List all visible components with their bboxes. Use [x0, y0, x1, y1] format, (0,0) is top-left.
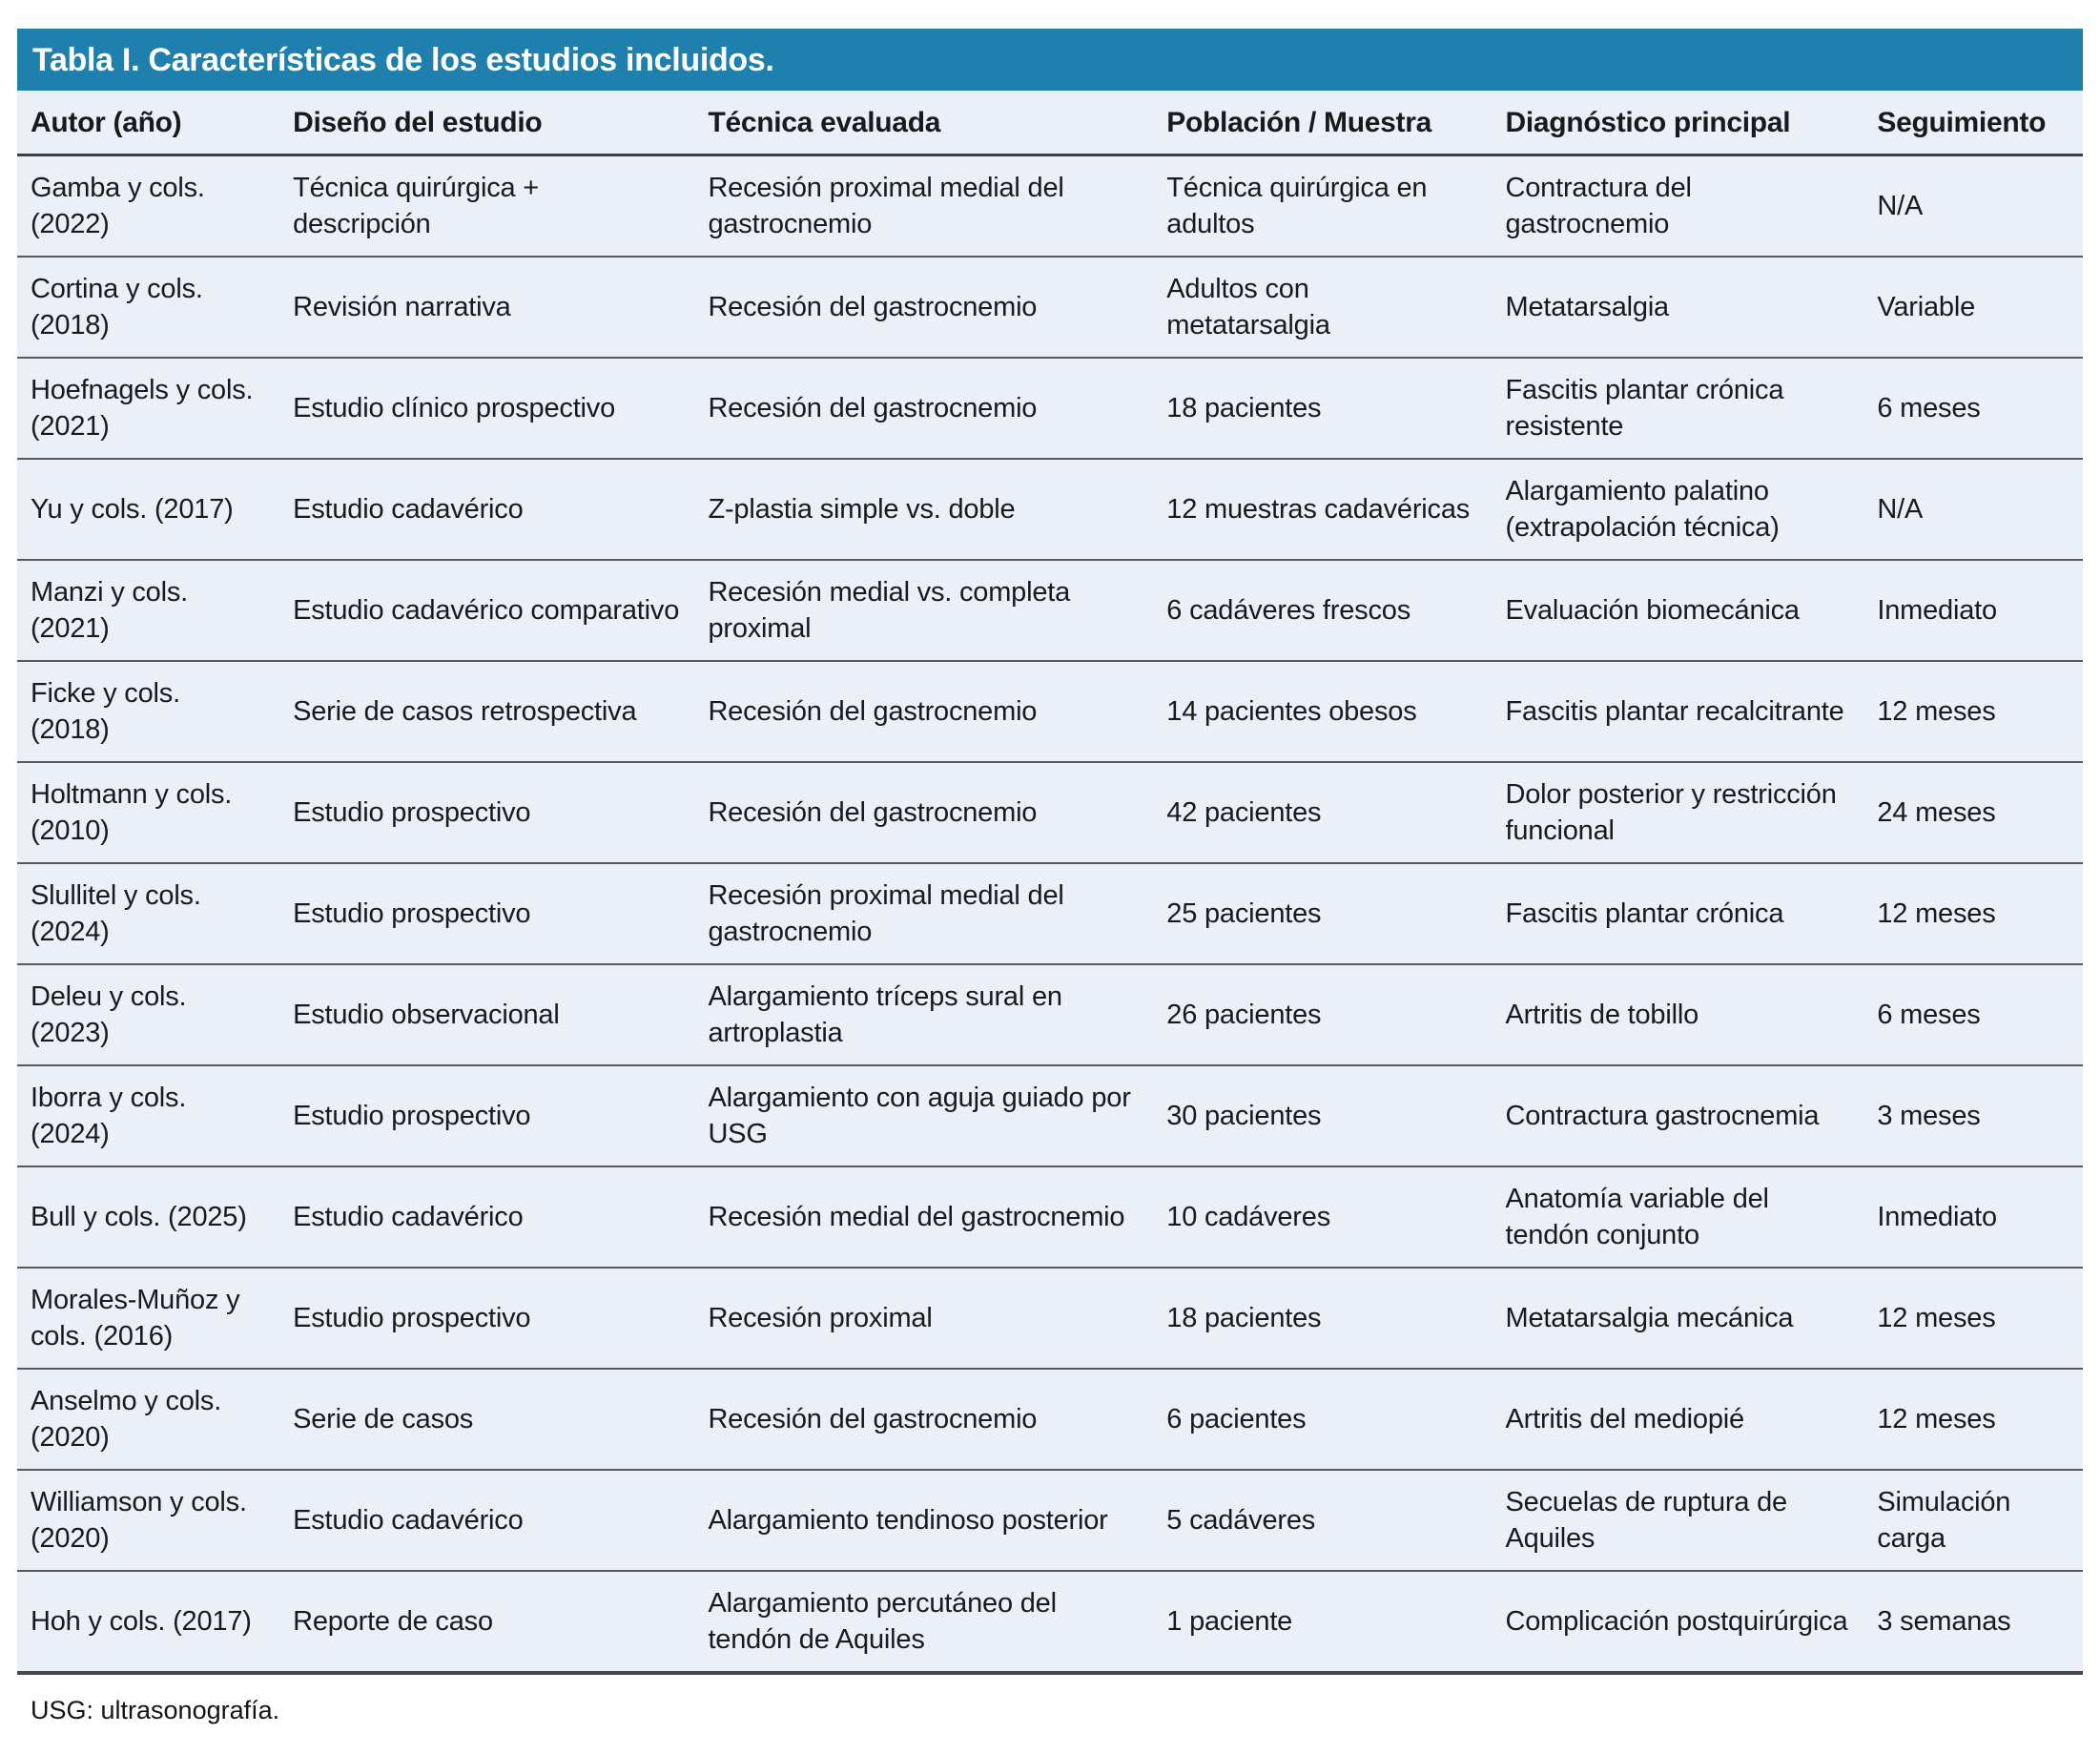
table-row [17, 459, 2083, 560]
cell-diseno: Estudio cadavérico [279, 1166, 694, 1268]
table-row [17, 1268, 2083, 1369]
cell-poblacion: 5 cadáveres [1153, 1470, 1492, 1571]
cell-seguimiento: 12 meses [1863, 661, 2083, 762]
column-header-autor: Autor (año) [17, 91, 279, 155]
cell-seguimiento: Simulación carga [1863, 1470, 2083, 1571]
table-title: Tabla I. Características de los estudios incluidos. [32, 42, 774, 78]
table-row [17, 560, 2083, 661]
cell-diseno: Serie de casos retrospectiva [279, 661, 694, 762]
cell-poblacion: 10 cadáveres [1153, 1166, 1492, 1268]
cell-diagnostico: Fascitis plantar recalcitrante [1493, 661, 1864, 762]
cell-diagnostico: Contractura del gastrocnemio [1505, 173, 1692, 239]
cell-diseno: Estudio clínico prospectivo [279, 358, 694, 459]
cell-poblacion: 25 pacientes [1153, 863, 1492, 964]
cell-autor: Hoh y cols. (2017) [17, 1571, 279, 1673]
table-row [17, 1166, 2083, 1268]
table-row [17, 1571, 2083, 1673]
cell-diagnostico: Metatarsalgia [1493, 257, 1864, 358]
cell-diagnostico: Contractura gastrocnemia [1493, 1065, 1864, 1166]
cell-tecnica: Recesión medial del gastrocnemio [694, 1166, 1153, 1268]
cell-diseno: Estudio prospectivo [279, 1268, 694, 1369]
cell-tecnica: Alargamiento percutáneo del tendón de Aquiles [694, 1571, 1153, 1673]
cell-autor: Slullitel y cols. (2024) [17, 863, 279, 964]
cell-poblacion: 14 pacientes obesos [1153, 661, 1492, 762]
studies-table [17, 91, 2083, 1675]
table-row [17, 661, 2083, 762]
cell-autor: Ficke y cols. (2018) [17, 661, 279, 762]
table-title-bar [17, 29, 2083, 91]
cell-seguimiento: 12 meses [1863, 863, 2083, 964]
column-header-diseno: Diseño del estudio [279, 91, 694, 155]
cell-tecnica: Recesión del gastrocnemio [694, 358, 1153, 459]
cell-seguimiento: 3 semanas [1863, 1571, 2083, 1673]
table-footnote: USG: ultrasonografía. [31, 1696, 280, 1724]
cell-diagnostico: Complicación postquirúrgica [1493, 1571, 1864, 1673]
table-row [17, 762, 2083, 863]
cell-poblacion: 26 pacientes [1153, 964, 1492, 1065]
cell-diagnostico: Alargamiento palatino (extrapolación técnica) [1493, 459, 1864, 560]
cell-tecnica: Recesión medial vs. completa proximal [694, 560, 1153, 661]
cell-diseno: Estudio cadavérico [279, 459, 694, 560]
cell-diagnostico: Artritis del mediopié [1493, 1369, 1864, 1470]
cell-tecnica: Alargamiento tríceps sural en artroplastia [694, 964, 1153, 1065]
cell-autor: Yu y cols. (2017) [17, 459, 279, 560]
cell-diseno: Reporte de caso [279, 1571, 694, 1673]
cell-tecnica: Recesión del gastrocnemio [694, 1369, 1153, 1470]
cell-poblacion: 6 cadáveres frescos [1153, 560, 1492, 661]
cell-diseno: Serie de casos [279, 1369, 694, 1470]
cell-poblacion: 6 pacientes [1153, 1369, 1492, 1470]
cell-poblacion: 12 muestras cadavéricas [1153, 459, 1492, 560]
cell-poblacion: 18 pacientes [1153, 358, 1492, 459]
cell-seguimiento: 24 meses [1863, 762, 2083, 863]
table-row [17, 1369, 2083, 1470]
table-row [17, 358, 2083, 459]
cell-autor: Hoefnagels y cols. (2021) [17, 358, 279, 459]
table-row [17, 257, 2083, 358]
cell-poblacion: 18 pacientes [1153, 1268, 1492, 1369]
cell-tecnica: Alargamiento con aguja guiado por USG [694, 1065, 1153, 1166]
cell-autor: Morales-Muñoz y cols. (2016) [17, 1268, 279, 1369]
cell-diseno: Estudio prospectivo [279, 762, 694, 863]
cell-tecnica: Z-plastia simple vs. doble [694, 459, 1153, 560]
cell-seguimiento: N/A [1877, 191, 1924, 221]
cell-autor: Deleu y cols. (2023) [17, 964, 279, 1065]
column-header-seguimiento: Seguimiento [1863, 91, 2083, 155]
table-row [17, 1470, 2083, 1571]
cell-autor: Cortina y cols. (2018) [17, 257, 279, 358]
header-row [17, 91, 2083, 155]
column-header-diagnostico: Diagnóstico principal [1493, 91, 1864, 155]
cell-tecnica: Recesión proximal medial del gastrocnemio [708, 173, 1064, 239]
cell-seguimiento: Variable [1863, 257, 2083, 358]
cell-diagnostico: Metatarsalgia mecánica [1493, 1268, 1864, 1369]
cell-tecnica: Recesión del gastrocnemio [694, 661, 1153, 762]
cell-diagnostico: Artritis de tobillo [1493, 964, 1864, 1065]
cell-poblacion: 1 paciente [1153, 1571, 1492, 1673]
cell-diseno: Técnica quirúrgica + descripción [293, 173, 540, 239]
cell-seguimiento: N/A [1863, 459, 2083, 560]
cell-autor: Holtmann y cols. (2010) [17, 762, 279, 863]
cell-diagnostico: Secuelas de ruptura de Aquiles [1493, 1470, 1864, 1571]
cell-autor: Anselmo y cols. (2020) [17, 1369, 279, 1470]
table-row [17, 155, 2083, 258]
cell-tecnica: Recesión del gastrocnemio [694, 762, 1153, 863]
cell-diseno: Estudio prospectivo [279, 863, 694, 964]
cell-tecnica: Recesión del gastrocnemio [694, 257, 1153, 358]
cell-tecnica: Alargamiento tendinoso posterior [694, 1470, 1153, 1571]
table-body [17, 155, 2083, 1674]
table-row [17, 863, 2083, 964]
cell-autor: Iborra y cols. (2024) [17, 1065, 279, 1166]
cell-diagnostico: Fascitis plantar crónica resistente [1493, 358, 1864, 459]
column-header-tecnica: Técnica evaluada [694, 91, 1153, 155]
cell-seguimiento: 12 meses [1863, 1369, 2083, 1470]
table-row [17, 1065, 2083, 1166]
cell-seguimiento: 3 meses [1863, 1065, 2083, 1166]
cell-seguimiento: 12 meses [1863, 1268, 2083, 1369]
table-row [17, 964, 2083, 1065]
cell-diseno: Estudio prospectivo [279, 1065, 694, 1166]
cell-seguimiento: 6 meses [1863, 964, 2083, 1065]
cell-poblacion: Técnica quirúrgica en adultos [1166, 173, 1428, 239]
cell-seguimiento: Inmediato [1863, 1166, 2083, 1268]
cell-poblacion: 30 pacientes [1153, 1065, 1492, 1166]
cell-autor: Bull y cols. (2025) [17, 1166, 279, 1268]
cell-diagnostico: Fascitis plantar crónica [1493, 863, 1864, 964]
cell-poblacion: 42 pacientes [1153, 762, 1492, 863]
column-header-poblacion: Población / Muestra [1153, 91, 1492, 155]
cell-tecnica: Recesión proximal [694, 1268, 1153, 1369]
cell-diseno: Estudio cadavérico comparativo [279, 560, 694, 661]
cell-diagnostico: Evaluación biomecánica [1493, 560, 1864, 661]
cell-seguimiento: 6 meses [1863, 358, 2083, 459]
cell-poblacion: Adultos con metatarsalgia [1153, 257, 1492, 358]
cell-diagnostico: Anatomía variable del tendón conjunto [1493, 1166, 1864, 1268]
cell-diseno: Revisión narrativa [279, 257, 694, 358]
cell-diseno: Estudio cadavérico [279, 1470, 694, 1571]
cell-autor: Williamson y cols. (2020) [17, 1470, 279, 1571]
cell-diagnostico: Dolor posterior y restricción funcional [1493, 762, 1864, 863]
cell-tecnica: Recesión proximal medial del gastrocnemio [694, 863, 1153, 964]
cell-autor: Manzi y cols. (2021) [17, 560, 279, 661]
cell-autor: Gamba y cols. (2022) [31, 173, 205, 239]
cell-seguimiento: Inmediato [1863, 560, 2083, 661]
cell-diseno: Estudio observacional [279, 964, 694, 1065]
